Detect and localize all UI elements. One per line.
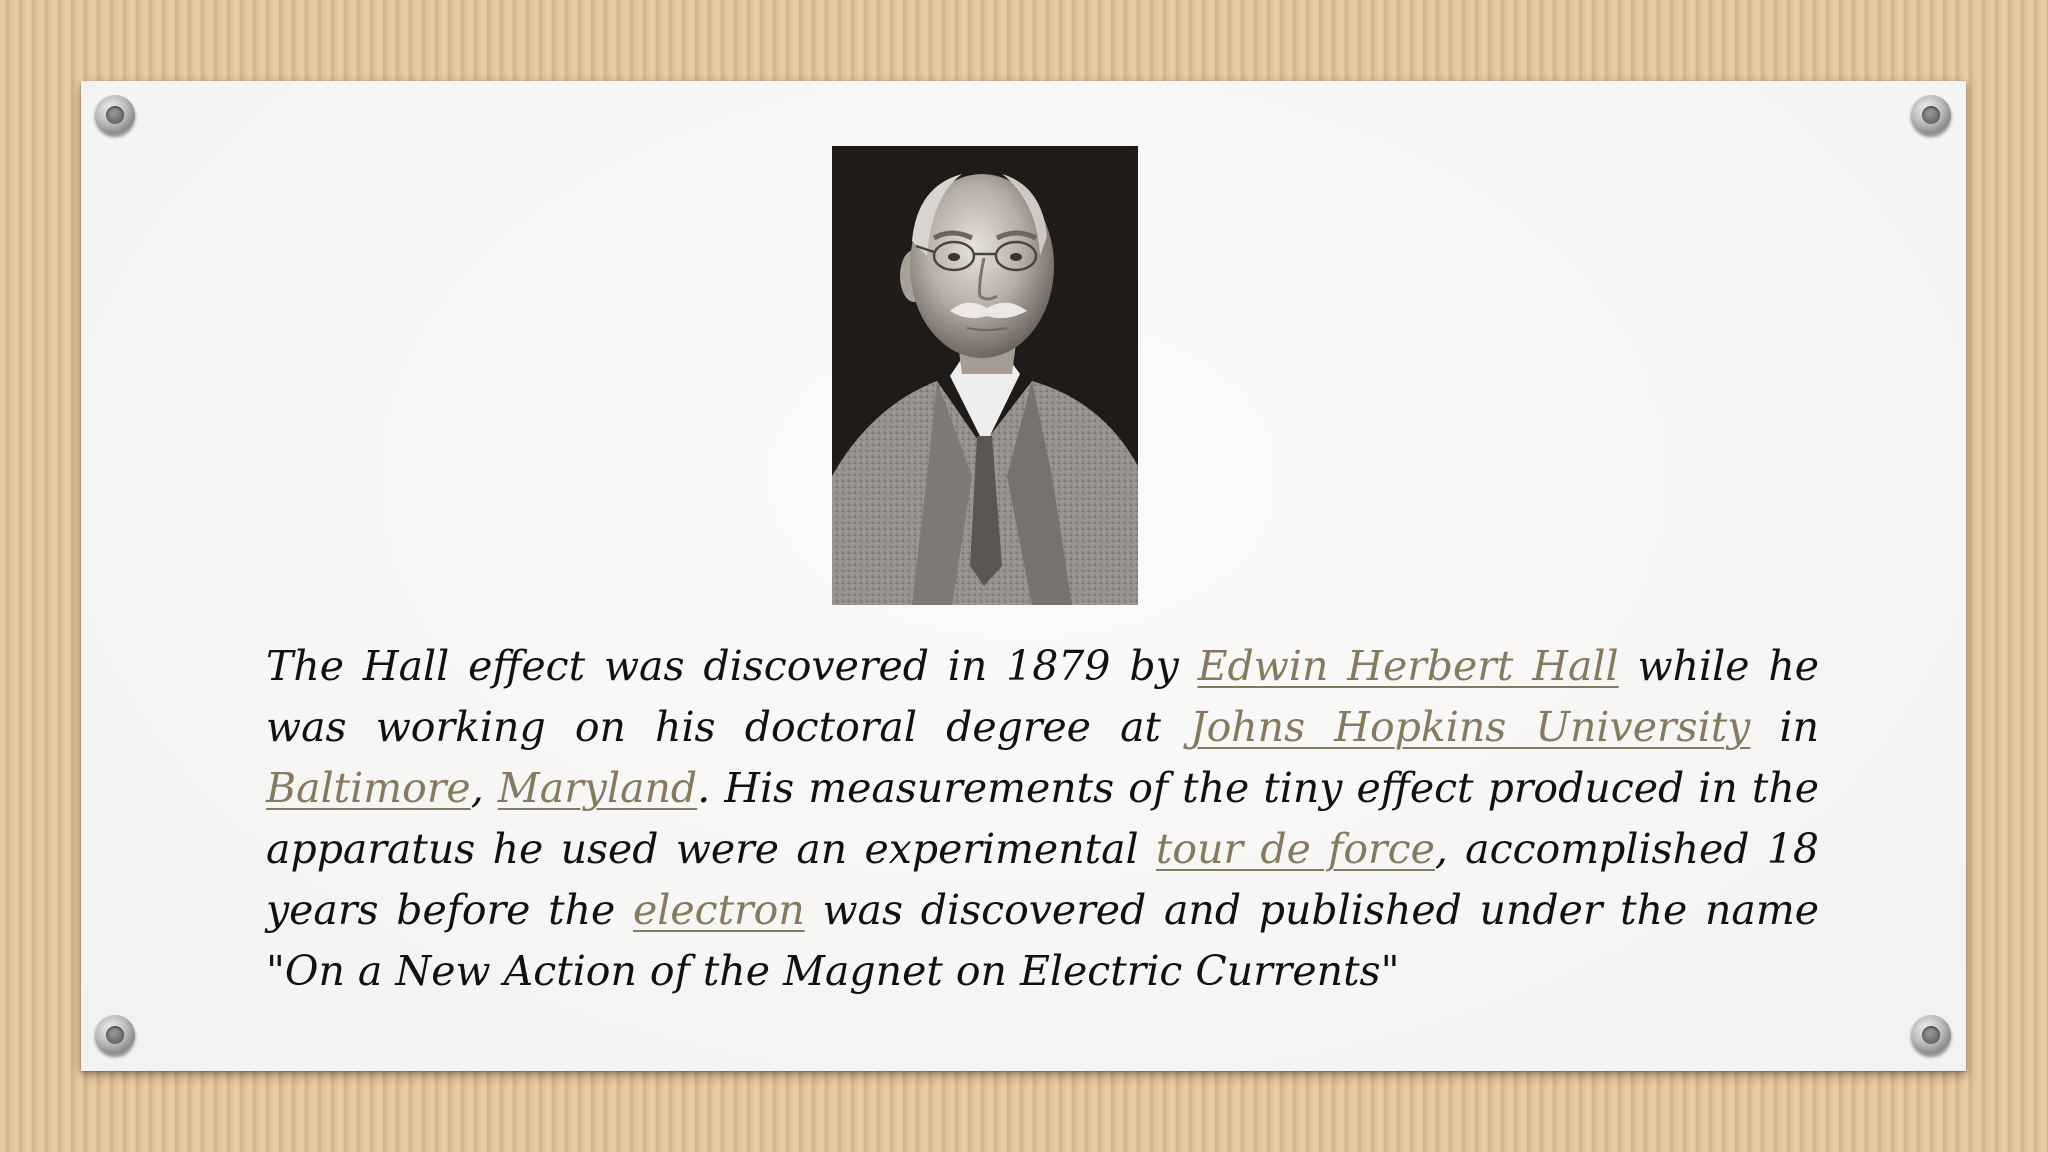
grommet-icon bbox=[95, 95, 135, 135]
paragraph-text: , bbox=[470, 764, 498, 812]
body-paragraph bbox=[266, 636, 1819, 1002]
link-baltimore[interactable]: Baltimore bbox=[266, 764, 471, 812]
paragraph-text: while he was working on his doctoral degree at bbox=[266, 642, 1819, 751]
paragraph-text: The Hall effect was discovered in 1879 by bbox=[266, 642, 1198, 690]
link-johns-hopkins-university[interactable]: Johns Hopkins University bbox=[1190, 703, 1751, 751]
portrait-illustration bbox=[832, 146, 1138, 605]
paragraph-text: , accomplished 18 years before the bbox=[266, 825, 1819, 934]
grommet-icon bbox=[95, 1015, 135, 1055]
link-tour-de-force[interactable]: tour de force bbox=[1155, 825, 1435, 873]
link-edwin-herbert-hall[interactable]: Edwin Herbert Hall bbox=[1197, 642, 1619, 690]
paragraph-text: . His measurements of the tiny effect produced in the apparatus he used were an experimental bbox=[266, 764, 1819, 873]
portrait-photo bbox=[832, 146, 1138, 605]
paragraph-text: was discovered and published under the name "On a New Action of the Magnet on Electric Currents" bbox=[266, 886, 1819, 995]
paragraph-text: in bbox=[1750, 703, 1820, 751]
link-electron[interactable]: electron bbox=[632, 886, 805, 934]
grommet-icon bbox=[1911, 95, 1951, 135]
grommet-icon bbox=[1911, 1015, 1951, 1055]
link-maryland[interactable]: Maryland bbox=[497, 764, 698, 812]
